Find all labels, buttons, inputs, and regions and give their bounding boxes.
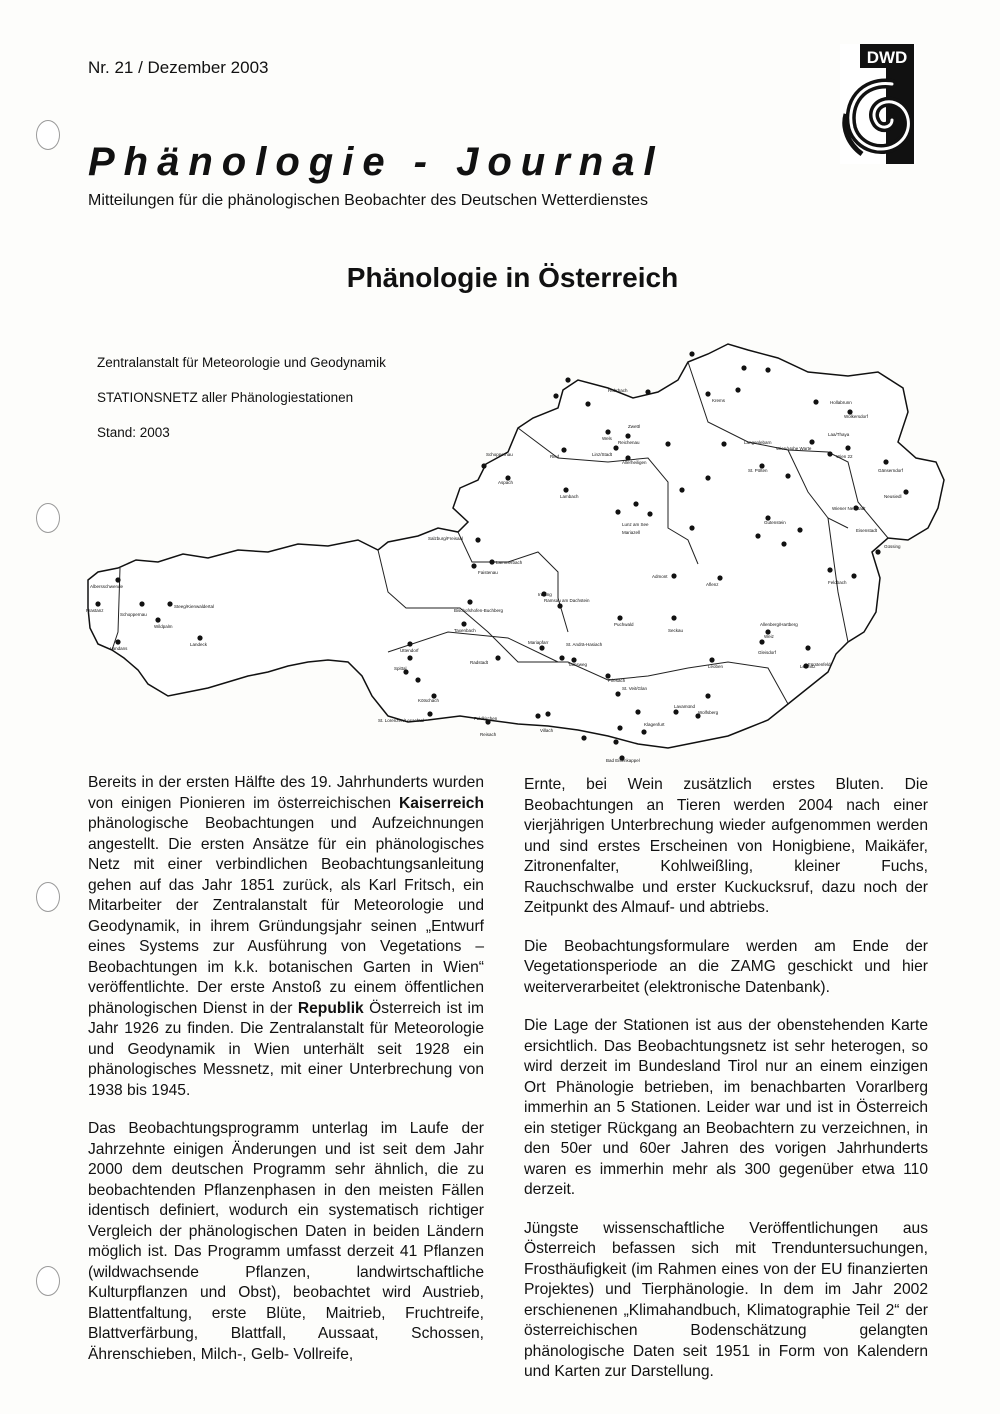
station-label: Klagenfurt: [644, 722, 665, 727]
station-marker: [755, 533, 760, 538]
station-marker: [539, 645, 544, 650]
station-marker: [805, 645, 810, 650]
station-marker: [641, 729, 646, 734]
station-marker: [781, 541, 786, 546]
station-label: Lunz am See: [622, 522, 649, 527]
station-label: Friesach: [608, 678, 626, 683]
station-marker: [735, 387, 740, 392]
journal-title: Phänologie - Journal: [88, 140, 664, 184]
station-marker: [785, 473, 790, 478]
station-label: Bischofshofen-Buchberg: [454, 608, 504, 613]
station-marker: [115, 639, 120, 644]
body-column-left: [88, 773, 484, 1383]
station-label: Spittal: [394, 666, 407, 671]
map-status-label: Stand: 2003: [97, 425, 170, 440]
station-marker: [557, 603, 562, 608]
station-marker: [645, 389, 650, 394]
station-marker: [563, 487, 568, 492]
paragraph: Die Beobachtungsformulare werden am Ende der Vegetationsperiode an die ZAMG geschickt und hier weiterverarbeitet (elektronische Datenbank).: [524, 937, 928, 996]
dwd-logo: [840, 44, 916, 164]
station-marker: [115, 577, 120, 582]
station-marker: [471, 563, 476, 568]
station-label: Rohrbach: [608, 388, 628, 393]
station-label: Lambach: [560, 494, 579, 499]
station-marker: [689, 525, 694, 530]
station-label: Krems: [712, 398, 726, 403]
station-marker: [535, 713, 540, 718]
station-label: Aspach: [498, 480, 514, 485]
station-label: Wien 22: [836, 454, 853, 459]
station-label: Langenlebarn: [744, 440, 772, 445]
station-marker: [495, 655, 500, 660]
station-label: Taxenbach: [454, 628, 476, 633]
station-marker: [797, 527, 802, 532]
station-label: Hollabrunn: [830, 400, 852, 405]
station-label: Bad Eisenkappel: [606, 758, 640, 763]
station-label: Mariapfarr: [528, 640, 549, 645]
paragraph: Bereits in der ersten Hälfte des 19. Jahrhunderts wurden von einigen Pionieren im österreichischen Kaiserreich phänologische Beobachtungen und Aufzeichnungen angestellt. Die ersten Ansätze für ein phänologisches Netz mit einer verbindlichen Beobachtungsanleitung gehen auf das Jahr 1851 zurück, als Karl Fritsch, ein Mitarbeiter der Zentralanstalt für Meteorologie und Geodynamik, in ihrem Gründungsjahr seinen „Entwurf eines Systems zur Ausführung von Vegetations – Beobachtungen im k.k. botanischen Garten in Wien“ veröffentlichte. Der erste Anstoß zu einem öffentlichen phänologischen Dienst in der Republik Österreich ist im Jahr 1926 zu finden. Die Zentralanstalt für Meteorologie und Geodynamik in Wien unterhält seit 1928 ein phänologisches Messnetz, mit einer Unterbrechung von 1938 bis 1945.: [88, 774, 485, 1099]
paragraph: Jüngste wissenschaftliche Veröffentlichungen aus Österreich befassen sich mit Trenduntersuchungen, Frosthäufigkeit (im Rahmen eines von der EU finanzierten Projektes) und Tierphänologie. In dem im Jahr 2002 erschienenen „Klimahandbuch, Klimatographie Teil 2“ der österreichischen Bodenschätzung gelangten phänologische Daten seit 1951 in Form von Kalendern und Karten zur Darstellung.: [524, 1219, 928, 1380]
station-marker: [765, 367, 770, 372]
station-marker: [883, 459, 888, 464]
station-marker: [827, 451, 832, 456]
station-marker: [197, 635, 202, 640]
station-label: Feldbach: [828, 580, 847, 585]
station-marker: [673, 709, 678, 714]
station-label: Tamsweg: [568, 662, 588, 667]
station-map: [86, 332, 946, 763]
station-label: Leoben: [708, 664, 724, 669]
map-network-label: STATIONSNETZ aller Phänologiestationen: [97, 390, 354, 405]
station-marker: [665, 441, 670, 446]
station-marker: [561, 447, 566, 452]
station-label: Wiener Neustadt: [832, 506, 866, 511]
station-marker: [139, 601, 144, 606]
punch-hole: [36, 503, 60, 533]
paragraph: Das Beobachtungsprogramm unterlag im Laufe der Jahrzehnte einigen Änderungen und ist seit dem Jahr 2000 dem deutschen Programm sehr ähnlich, die zu beobachtenden Pflanzenphasen in den meisten Fällen identisch definiert, wodurch ein systematisch richtiger Vergleich der phänologischen Daten in beiden Ländern möglich ist. Das Programm umfasst derzeit 41 Pflanzen (wildwachsende Pflanzen, landwirtschaftliche Kulturpflanzen und Obst), beobachtet wird Austrieb, Blattentfaltung, erste Blüte, Maitrieb, Fruchtreife, Blattverfärbung, Blattfall, Aussaat, Schossen, Ährenschieben, Milch-, Gelb- Vollreife,: [88, 1120, 484, 1363]
station-label: Ried: [550, 454, 560, 459]
station-marker: [415, 677, 420, 682]
station-marker: [625, 433, 630, 438]
station-label: Kötschach: [418, 698, 440, 703]
station-label: Leibnitz: [800, 664, 816, 669]
station-marker: [475, 537, 480, 542]
station-label: Gutenstein: [764, 520, 786, 525]
punch-hole: [36, 1266, 60, 1296]
station-label: Villach: [540, 728, 554, 733]
station-marker: [721, 441, 726, 446]
station-label: Salzburg/Freisaal: [428, 536, 464, 541]
station-label: Eisenstadt: [856, 528, 878, 533]
station-marker: [759, 639, 764, 644]
station-marker: [95, 601, 100, 606]
station-marker: [407, 655, 412, 660]
station-marker: [689, 351, 694, 356]
station-label: Steeg/Kienwaldertal: [174, 604, 215, 609]
station-label: Reichenau: [618, 440, 640, 445]
issue-number: Nr. 21 / Dezember 2003: [88, 58, 269, 77]
station-label: St. Veit/Glan: [622, 686, 648, 691]
station-marker: [875, 549, 880, 554]
station-label: Irdning: [538, 592, 552, 597]
station-label: Feldkirchen: [474, 716, 498, 721]
station-marker: [167, 601, 172, 606]
map-institute-label: Zentralanstalt für Meteorologie und Geodynamik: [97, 355, 386, 370]
station-marker: [679, 487, 684, 492]
station-label: Wels: [602, 436, 612, 441]
station-marker: [461, 621, 466, 626]
station-label: Gleisdorf: [758, 650, 777, 655]
station-marker: [553, 393, 558, 398]
station-marker: [717, 575, 722, 580]
station-marker: [615, 691, 620, 696]
station-label: Wien/Hohe Warte: [776, 446, 812, 451]
body-column-right: [524, 775, 928, 1401]
station-label: Radstadt: [470, 660, 489, 665]
paragraph: Die Lage der Stationen ist aus der obenstehenden Karte ersichtlich. Das Beobachtungsnetz ist sehr heterogen, so wird derzeit im Bundesland Tirol nur an einem einzigen Ort Phänologie betrieben, im benachbarten Vorarlberg immerhin an 5 Stationen. Leider war und ist in Österreich ein stetiger Rückgang an Beobachtern zu verzeichnen, in den 50er und 60er Jahren des vorigen Jahrhunderts waren es immerhin mehr als 300 gegenüber etwa 110 derzeit.: [524, 1017, 928, 1198]
station-label: Puchwald: [614, 622, 634, 627]
station-label: Linz/Stadt: [592, 452, 613, 457]
station-marker: [615, 509, 620, 514]
station-marker: [633, 501, 638, 506]
station-label: Mariazell: [622, 530, 641, 535]
station-marker: [671, 615, 676, 620]
article-title: Phänologie in Österreich: [346, 262, 679, 293]
station-label: Frastanz: [86, 608, 104, 613]
station-label: Güssing: [884, 544, 901, 549]
journal-subtitle: Mitteilungen für die phänologischen Beobachter des Deutschen Wetterdienstes: [88, 192, 649, 209]
station-marker: [565, 377, 570, 382]
station-label: Admont: [652, 574, 668, 579]
station-label: Fürstenfeld: [808, 662, 831, 667]
station-marker: [617, 615, 622, 620]
station-marker: [845, 445, 850, 450]
logo-text: DWD: [866, 48, 908, 67]
station-marker: [581, 735, 586, 740]
station-marker: [813, 399, 818, 404]
station-marker: [851, 573, 856, 578]
station-label: Reisach: [480, 732, 497, 737]
station-marker: [467, 599, 472, 604]
station-label: Seckau: [668, 628, 684, 633]
station-label: Gänserndorf: [878, 468, 904, 473]
punch-hole: [36, 120, 60, 150]
station-marker: [545, 711, 550, 716]
station-marker: [617, 725, 622, 730]
station-marker: [489, 559, 494, 564]
station-marker: [647, 511, 652, 516]
station-marker: [705, 475, 710, 480]
station-label: Albersschwende: [90, 584, 124, 589]
station-marker: [705, 693, 710, 698]
station-label: Ramsau am Dachstein: [544, 598, 590, 603]
station-label: Wildpalm: [154, 624, 173, 629]
station-marker: [741, 365, 746, 370]
station-label: Neusiedl: [884, 494, 902, 499]
station-marker: [605, 429, 610, 434]
station-marker: [585, 401, 590, 406]
station-label: Schoppernau: [120, 612, 147, 617]
station-label: St. Lorenzen/Lesachtal: [378, 718, 425, 723]
station-label: Lammerbach: [496, 560, 523, 565]
station-label: Schoppernau: [486, 452, 513, 457]
station-label: Wolfsberg: [698, 710, 719, 715]
station-marker: [903, 489, 908, 494]
station-marker: [671, 573, 676, 578]
station-marker: [613, 739, 618, 744]
station-marker: [827, 567, 832, 572]
station-marker: [481, 463, 486, 468]
station-label: Aflenz: [706, 582, 719, 587]
station-label: St. Andrä-Hasiach: [566, 642, 603, 647]
station-label: Landeck: [190, 642, 208, 647]
station-label: Allerheiligen: [622, 460, 647, 465]
station-label: Zwettl: [628, 424, 641, 429]
station-marker: [635, 709, 640, 714]
paragraph: Ernte, bei Wein zusätzlich erstes Bluten. Die Beobachtungen an Tieren werden 2004 nach einer vierjährigen Unterbrechung wieder aufgenommen werden und sind erstes Erscheinen von Honigbiene, Maikäfer, Zitronenfalter, Kohlweißling, kleiner Fuchs, Rauchschwalbe und erster Kuckucksruf, dazu noch der Zeitpunkt des Almauf- und abtriebs.: [524, 776, 928, 916]
station-marker: [709, 657, 714, 662]
station-label: Allenberg/Hartberg: [760, 622, 798, 627]
station-label: Faistenau: [478, 570, 498, 575]
station-label: Weiz: [764, 634, 774, 639]
austria-outline: [88, 344, 944, 748]
station-marker: [427, 711, 432, 716]
station-label: Vandans: [110, 646, 128, 651]
station-marker: [407, 641, 412, 646]
punch-hole: [36, 882, 60, 912]
station-marker: [155, 617, 160, 622]
station-label: Lavamünd: [674, 704, 696, 709]
station-marker: [613, 445, 618, 450]
station-marker: [809, 439, 814, 444]
station-label: Laa/Thaya: [828, 432, 850, 437]
station-label: Uttendorf: [400, 648, 419, 653]
station-marker: [705, 391, 710, 396]
station-marker: [559, 655, 564, 660]
station-label: St. Pölten: [748, 468, 768, 473]
station-label: Wolkersdorf: [844, 414, 868, 419]
